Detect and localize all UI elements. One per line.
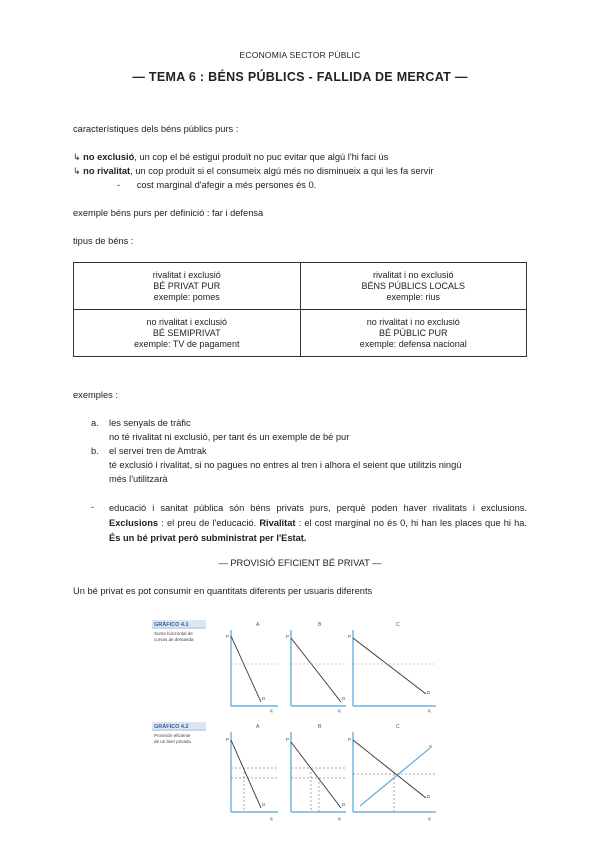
paragraph-text: : el preu de l'educació. <box>158 518 260 528</box>
cell-type: BÉ SEMIPRIVAT <box>152 327 221 338</box>
figure-caption: Provisión eficiente <box>154 733 191 738</box>
figure-caption: curvas de demanda <box>154 637 194 642</box>
svg-text:P: P <box>226 634 230 639</box>
example-a-text: no té rivalitat ni exclusió, per tant és un exemple de bé pur <box>109 432 350 442</box>
marginal-cost-note <box>117 180 316 190</box>
paragraph-conclusion: És un bé privat però subministrat per l'Estat. <box>109 533 307 543</box>
fig2-panel-a <box>226 732 278 821</box>
fig1-panel-c <box>348 630 436 713</box>
cell-condition: no rivalitat i no exclusió <box>366 316 460 327</box>
fig2-panel-c <box>348 732 436 821</box>
cell-example: exemple: defensa nacional <box>359 338 467 349</box>
figure-graphs <box>150 616 440 838</box>
marginal-cost-text: cost marginal d'afegir a més persones és 0. <box>136 180 317 190</box>
svg-text:q: q <box>338 708 341 713</box>
svg-text:P: P <box>286 634 290 639</box>
figure-caption: Suma horizontal de <box>154 631 193 636</box>
characteristics-intro: característiques dels béns públics purs : <box>73 124 239 134</box>
pure-goods-example: exemple béns purs per definició : far i defensa <box>73 208 264 218</box>
cell-type: BÉ PÚBLIC PUR <box>378 327 448 338</box>
dash-marker: - <box>91 502 95 512</box>
table-cell <box>300 310 527 357</box>
definition-text: , un cop produït si el consumeix algú més no disminueix a qui les fa servir <box>130 166 434 176</box>
examples-intro: exemples : <box>73 390 118 400</box>
list-marker: a. <box>91 418 99 428</box>
cell-example: exemple: TV de pagament <box>134 338 240 349</box>
term-rivalitat: Rivalitat <box>259 518 296 528</box>
svg-text:P: P <box>348 634 352 639</box>
fig1-panel-a <box>226 630 278 713</box>
svg-text:q: q <box>270 708 273 713</box>
cell-example: exemple: rius <box>386 291 441 302</box>
arrow-icon: ↳ <box>73 152 81 162</box>
svg-text:P: P <box>348 737 352 742</box>
table-row <box>74 310 527 357</box>
svg-text:P: P <box>286 737 290 742</box>
svg-text:q: q <box>270 816 273 821</box>
svg-text:S: S <box>429 744 433 749</box>
example-b-title: el servei tren de Amtrak <box>109 446 207 456</box>
section-title: — PROVISIÓ EFICIENT BÉ PRIVAT — <box>218 558 382 568</box>
cell-type: BÉNS PÚBLICS LOCALS <box>361 280 466 291</box>
fig1-panel-b <box>286 630 346 713</box>
cell-condition: no rivalitat i exclusió <box>146 316 228 327</box>
example-c-paragraph <box>109 501 527 546</box>
table-cell <box>74 310 301 357</box>
term-no-rivalitat: no rivalitat <box>83 166 131 176</box>
example-b-text: té exclusió i rivalitat, si no pagues no entres al tren i alhora el seient que utilitzis ningú <box>109 460 462 470</box>
page-title: — TEMA 6 : BÉNS PÚBLICS - FALLIDA DE MERCAT — <box>132 70 468 84</box>
panel-label-b: B <box>318 724 322 730</box>
svg-text:D: D <box>262 802 266 807</box>
figure-tag: GRÁFICO 4.1 <box>154 622 189 628</box>
svg-text:D: D <box>342 802 346 807</box>
cell-condition: rivalitat i exclusió <box>152 269 221 280</box>
panel-label-c: C <box>396 622 400 628</box>
example-b-text: més l'utilitzarà <box>109 474 168 484</box>
example-a-title: les senyals de tràfic <box>109 418 191 428</box>
types-intro: tipus de béns : <box>73 236 134 246</box>
svg-text:D: D <box>262 696 266 701</box>
panel-label-a: A <box>256 622 260 628</box>
term-no-exclusio: no exclusió <box>83 152 135 162</box>
cell-example: exemple: pomes <box>153 291 220 302</box>
figure-tag: GRÁFICO 4.2 <box>154 724 189 730</box>
svg-text:D: D <box>427 794 431 799</box>
characteristic-no-rivalry <box>73 166 434 177</box>
panel-label-a: A <box>256 724 260 730</box>
list-marker: b. <box>91 446 99 456</box>
svg-text:P: P <box>226 737 230 742</box>
paragraph-text: educació i sanitat pública són béns privats purs, perquè poden haver rivalitats i exclusions. <box>109 503 527 513</box>
svg-text:D: D <box>342 696 346 701</box>
dash-marker: - <box>117 180 121 190</box>
svg-text:q: q <box>428 708 431 713</box>
cell-type: BÉ PRIVAT PUR <box>153 280 221 291</box>
cell-condition: rivalitat i no exclusió <box>372 269 454 280</box>
svg-text:D: D <box>427 690 431 695</box>
course-header: ECONOMIA SECTOR PÚBLIC <box>239 50 361 60</box>
term-exclusions: Exclusions <box>109 518 159 528</box>
section-intro: Un bé privat es pot consumir en quantitats diferents per usuaris diferents <box>73 586 373 596</box>
definition-text: , un cop el bé estigui produït no puc evitar que algú l'hi faci ús <box>134 152 389 162</box>
textbook-figure <box>150 616 440 838</box>
paragraph-text: : el cost marginal no és 0, hi han les places que hi ha. <box>295 518 527 528</box>
svg-text:q: q <box>338 816 341 821</box>
fig2-panel-b <box>286 732 346 821</box>
svg-text:q: q <box>428 816 431 821</box>
characteristic-no-exclusion <box>73 152 388 163</box>
goods-types-table <box>73 262 527 357</box>
panel-label-c: C <box>396 724 400 730</box>
table-row <box>74 263 527 310</box>
table-cell <box>74 263 301 310</box>
arrow-icon: ↳ <box>73 166 81 176</box>
table-cell <box>300 263 527 310</box>
panel-label-b: B <box>318 622 322 628</box>
figure-caption: de un bien privado <box>154 739 192 744</box>
